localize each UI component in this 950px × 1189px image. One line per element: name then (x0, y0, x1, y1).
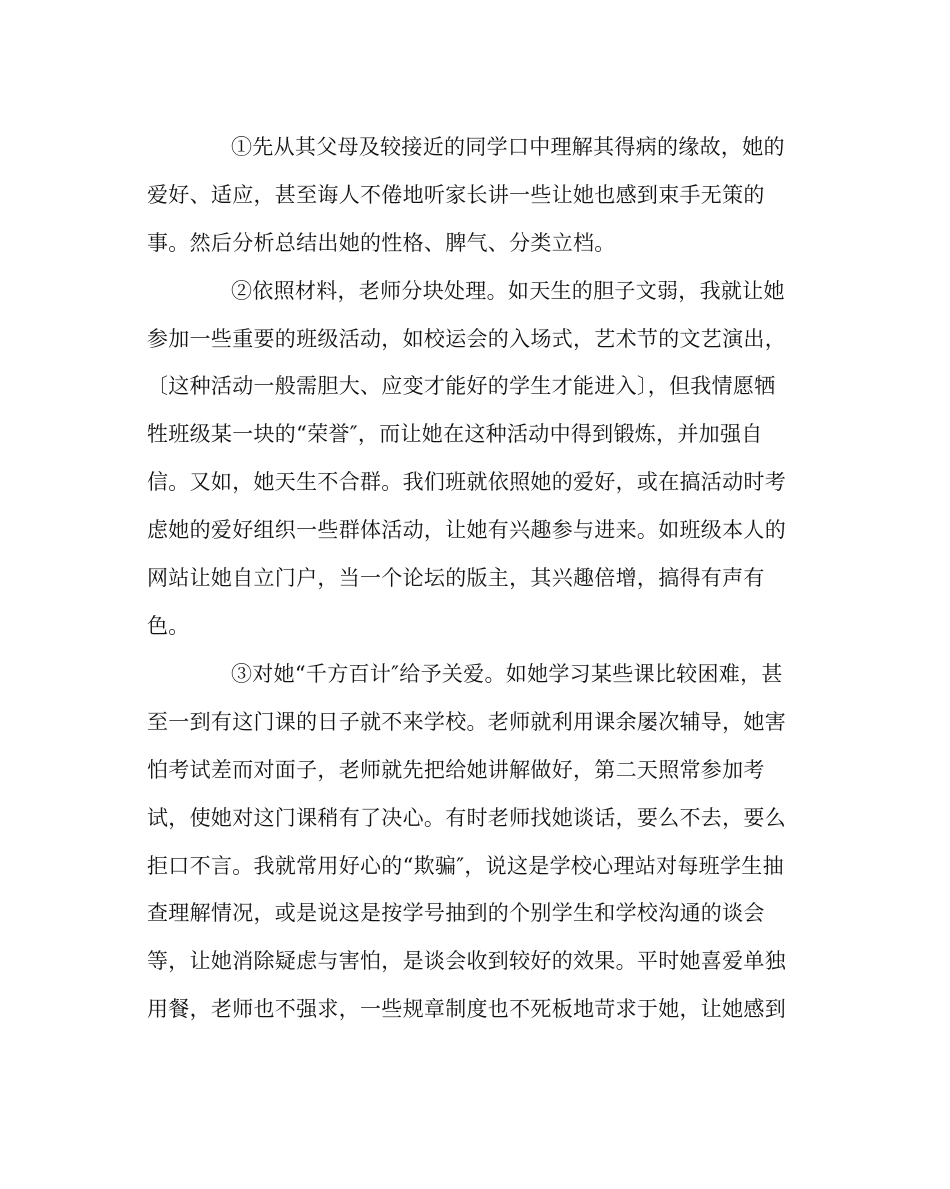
paragraph-2-line-8: 色。 (147, 614, 190, 638)
paragraph-3-line-6: 查理解情况，或是说这是按学号抽到的个别学生和学校沟通的谈会 (147, 901, 765, 925)
paragraph-2-line-7: 网站让她自立门户，当一个论坛的版主，其兴趣倍增，搞得有声有 (147, 566, 765, 590)
paragraph-1-line-1: ①先从其父母及较接近的同学口中理解其得病的缘故，她的 (231, 135, 785, 159)
paragraph-3-line-1: ③对她“千方百计″给予关爱。如她学习某些课比较困难，甚 (231, 662, 783, 686)
paragraph-2-line-4: 牲班级某一块的“荣誉″，而让她在这种活动中得到锻炼，并加强自 (147, 422, 763, 446)
paragraph-3-line-2: 至一到有这门课的日子就不来学校。老师就利用课余屡次辅导，她害 (147, 710, 786, 734)
paragraph-3-line-5: 拒口不言。我就常用好心的“欺骗″，说这是学校心理站对每班学生抽 (147, 854, 784, 878)
paragraph-3-line-8: 用餐，老师也不强求，一些规章制度也不死板地苛求于她，让她感到 (147, 997, 786, 1021)
paragraph-3-line-3: 怕考试差而对面子，老师就先把给她讲解做好，第二天照常参加考 (147, 758, 765, 782)
paragraph-2-line-2: 参加一些重要的班级活动，如校运会的入场式，艺术节的文艺演出， (147, 327, 786, 351)
paragraph-3-line-4: 试，使她对这门课稍有了决心。有时老师找她谈话，要么不去，要么 (147, 806, 786, 830)
paragraph-2-line-3: 〔这种活动一般需胆大、应变才能好的学生才能进入〕，但我情愿牺 (147, 374, 776, 398)
paragraph-1-line-3: 事。然后分析总结出她的性格、脾气、分类立档。 (147, 231, 616, 255)
paragraph-3-line-7: 等，让她消除疑虑与害怕，是谈会收到较好的效果。平时她喜爱单独 (147, 949, 786, 973)
paragraph-1-line-2: 爱好、适应，甚至诲人不倦地听家长讲一些让她也感到束手无策的 (147, 183, 765, 207)
paragraph-2-line-5: 信。又如，她天生不合群。我们班就依照她的爱好，或在搞活动时考 (147, 470, 786, 494)
paragraph-2-line-6: 虑她的爱好组织一些群体活动，让她有兴趣参与进来。如班级本人的 (147, 518, 786, 542)
paragraph-2-line-1: ②依照材料，老师分块处理。如天生的胆子文弱，我就让她 (231, 279, 785, 303)
